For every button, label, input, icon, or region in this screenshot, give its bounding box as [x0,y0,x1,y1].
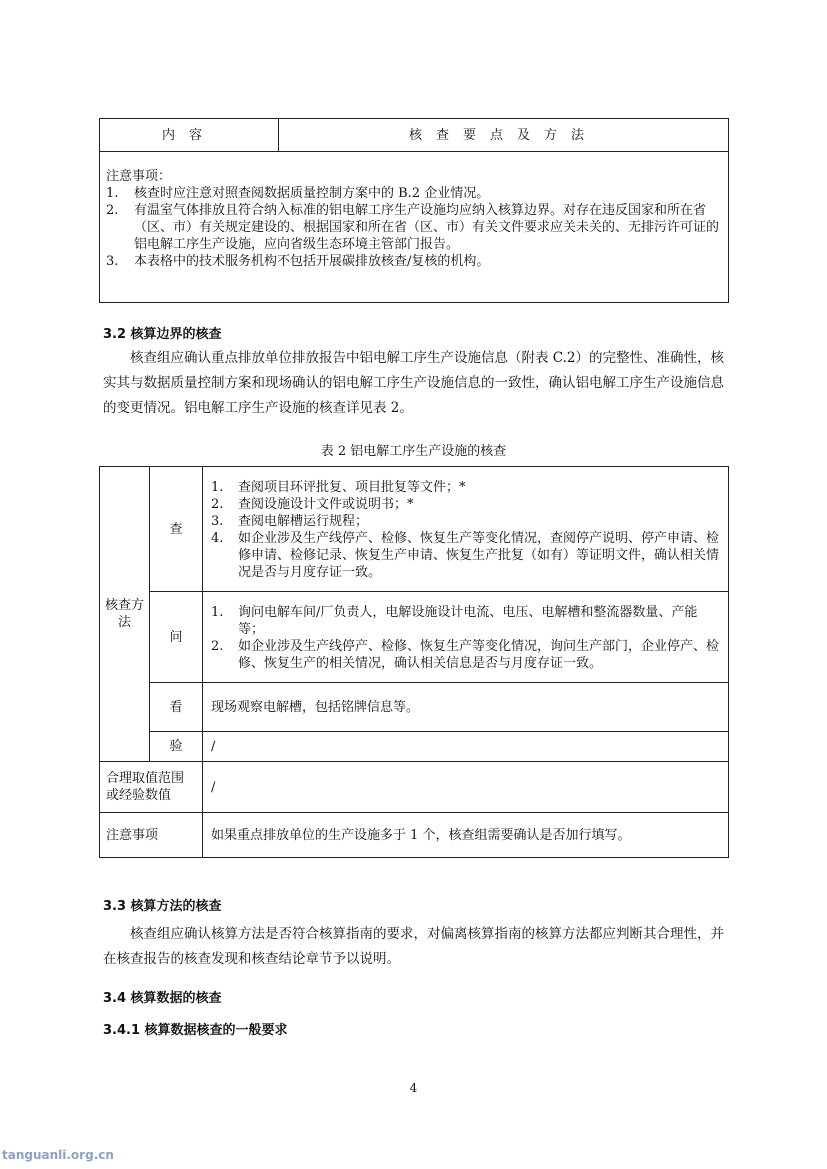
list-item: 1. 查阅项目环评批复、项目批复等文件；* [211,480,466,495]
list-item: 2. 查阅设施设计文件或说明书；* [211,497,414,512]
table1-notes-row [100,152,729,303]
note-item: 2. 有温室气体排放且符合纳入标准的铝电解工序生产设施均应纳入核算边界。对存在违反国家和所在省（区、市）有关规定建设的、根据国家和所在省（区、市）有关文件要求应关未关的、无排污许可证的铝电解工序生产设施，应向省级生态环境主管部门报告。 [106,203,720,252]
row-range [100,762,729,813]
verify-label: 验 [150,732,203,762]
section-3-3-paragraph: 核查组应确认核算方法是否符合核算指南的要求，对偏离核算指南的核算方法都应判断其合理性，并在核查报告的核查发现和核查结论章节予以说明。 [103,926,724,967]
table1-header-content: 内容 [100,119,279,152]
look-label: 看 [150,683,203,732]
section-3-2-heading: 3.2 核算边界的核查 [103,327,222,342]
verify-text: / [203,732,729,762]
range-label: 合理取值范围或经验数值 [100,762,203,813]
table2-caption: 表 2 铝电解工序生产设施的核查 [320,444,507,459]
note-item: 1. 核查时应注意对照查阅数据质量控制方案中的 B.2 企业情况。 [106,186,490,201]
ask-label: 问 [150,592,203,683]
note-item: 3. 本表格中的技术服务机构不包括开展碳排放核查/复核的机构。 [106,254,490,269]
row-ask [100,592,729,683]
table1-notes [100,152,729,303]
list-item: 1. 询问电解车间/厂负责人，电解设施设计电流、电压、电解槽和整流器数量、产能等； [211,605,698,637]
range-text: / [203,762,729,813]
table1-header-method: 核查要点及方法 [279,119,729,152]
section-3-3-heading: 3.3 核算方法的核查 [103,899,222,914]
page-number: 4 [409,1081,418,1095]
check-label: 查 [150,467,203,592]
table1 [99,118,729,303]
table2 [99,466,729,858]
row-verify [100,732,729,762]
row-check [100,467,729,592]
row-look [100,683,729,732]
method-label: 核查方法 [100,467,150,762]
list-item: 2. 如企业涉及生产线停产、检修、恢复生产等变化情况，询问生产部门，企业停产、检修、恢复生产的相关情况，确认相关信息是否与月度存证一致。 [211,639,720,671]
list-item: 3. 查阅电解槽运行规程； [211,514,369,529]
table1-header-row [100,119,729,152]
look-text: 现场观察电解槽，包括铭牌信息等。 [203,683,729,732]
ask-items [203,592,729,683]
section-3-4-1-heading: 3.4.1 核算数据核查的一般要求 [103,1023,288,1038]
note-text: 如果重点排放单位的生产设施多于 1 个，核查组需要确认是否加行填写。 [203,813,729,858]
section-3-4-heading: 3.4 核算数据的核查 [103,991,222,1006]
section-3-2-paragraph: 核查组应确认重点排放单位排放报告中铝电解工序生产设施信息（附表 C.2）的完整性、准确性，核实其与数据质量控制方案和现场确认的铝电解工序生产设施信息的一致性，确认铝电解工序生产设施信息的变更情况。铝电解工序生产设施的核查详见表 2。 [103,350,725,416]
watermark: tanguanli.org.cn [2,1148,114,1162]
note-label: 注意事项 [100,813,203,858]
notes-title: 注意事项： [106,169,172,184]
list-item: 4. 如企业涉及生产线停产、检修、恢复生产等变化情况，查阅停产说明、停产申请、检修申请、检修记录、恢复生产申请、恢复生产批复（如有）等证明文件，确认相关情况是否与月度存证一致。 [211,531,720,580]
check-items [203,467,729,592]
row-note [100,813,729,858]
